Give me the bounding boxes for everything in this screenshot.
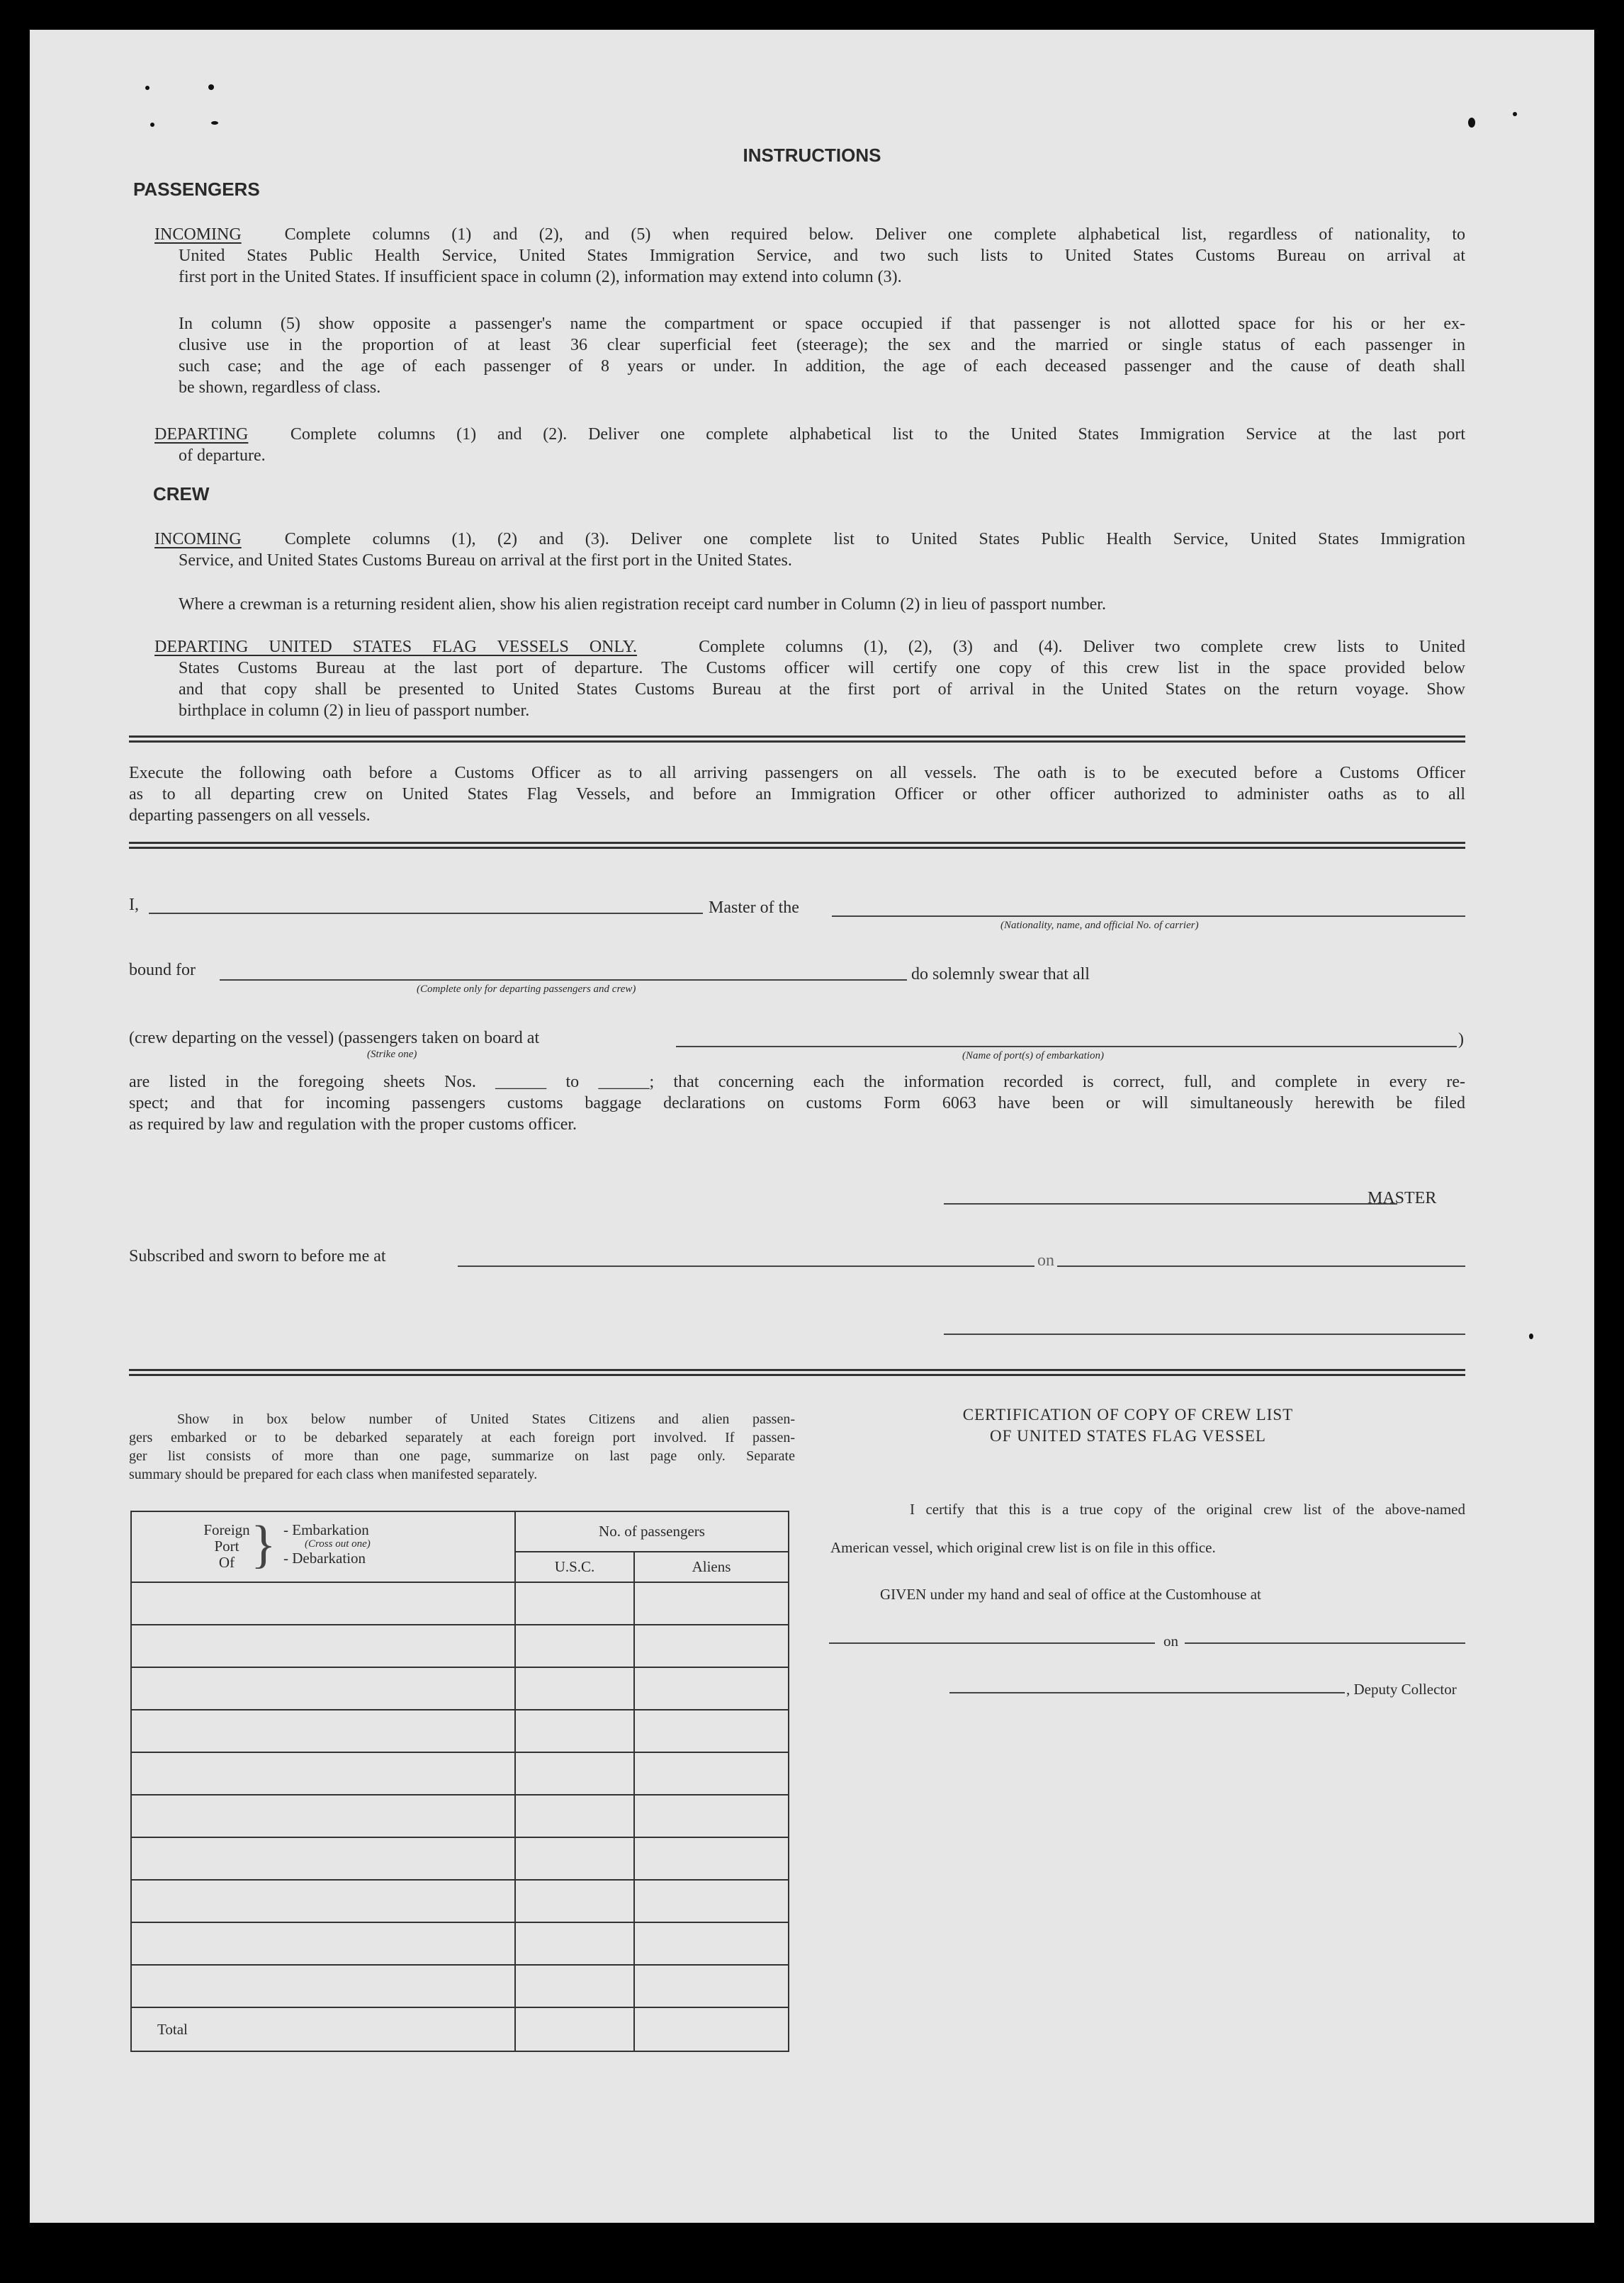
port-caption: (Name of port(s) of embarkation) <box>962 1050 1104 1061</box>
passengers-incoming-paragraph: INCOMING Complete columns (1) and (2), and (5) when required below. Deliver one complete alphabetical list, regardless of nationality, to United States Public Health Service, United States Immigration Service, and two such lists to United States Customs Bureau on arrival at first port in the United States. If insufficient space in column (2), information may extend into column (3). <box>154 225 1466 286</box>
on-label: on <box>1034 1250 1057 1271</box>
foreign-port-header: Foreign Port Of } - Embarkation (Cross out one) - Debarkation <box>131 1511 515 1582</box>
carrier-field[interactable] <box>832 915 1465 917</box>
cert-on-label: on <box>1163 1633 1178 1650</box>
master-of-the-label: Master of the <box>709 898 799 917</box>
crew-incoming-label: INCOMING <box>154 530 242 548</box>
total-row <box>131 2007 789 2051</box>
subscribed-label: Subscribed and sworn to before me at <box>129 1247 386 1265</box>
table-row <box>131 1582 789 1625</box>
embarkation-port-field[interactable] <box>676 1046 1457 1047</box>
table-row <box>131 1837 789 1880</box>
table-row <box>131 1795 789 1837</box>
bound-for-label: bound for <box>129 961 196 979</box>
bound-for-field[interactable] <box>220 979 907 981</box>
listed-paragraph: are listed in the foregoing sheets Nos. ______ to ______; that concerning each the information recorded is correct, full, and complete in every re- spect; and that for incoming passengers customs baggage declarations on customs Form 6063 have been or will simultaneously herewith be filed as required by law and regulation with the proper customs officer. <box>129 1073 1465 1134</box>
swear-text: do solemnly swear that all <box>911 965 1090 983</box>
speck <box>1529 1334 1533 1339</box>
document-page <box>30 30 1594 2223</box>
passengers-incoming-label: INCOMING <box>154 225 242 244</box>
section-divider <box>129 735 1465 743</box>
crew-departing-label: DEPARTING UNITED STATES FLAG VESSELS ONLY. <box>154 638 638 656</box>
brace-icon: } <box>251 1516 276 1574</box>
officer-signature-field[interactable] <box>944 1334 1465 1335</box>
section-divider <box>129 1369 1465 1376</box>
speck <box>150 123 154 127</box>
crew-incoming-paragraph: INCOMING Complete columns (1), (2) and (3). Deliver one complete list to United States Public Health Service, United States Immigration Service, and United States Customs Bureau on arrival at the first port in the United States. <box>154 530 1465 570</box>
cert-date-field[interactable] <box>1185 1642 1465 1644</box>
deputy-collector-label: , Deputy Collector <box>1346 1681 1457 1698</box>
master-label: MASTER <box>1368 1189 1437 1207</box>
speck <box>145 86 150 90</box>
table-row <box>131 1922 789 1965</box>
speck <box>211 121 218 125</box>
speck <box>1513 112 1517 116</box>
table-row <box>131 1625 789 1667</box>
column5-paragraph: In column (5) show opposite a passenger's name the compartment or space occupied if that passenger is not allotted space for his or her ex- clusive use in the proportion of at least 36 clear superficial feet (steerage); the sex and the married or single status of each passenger in such case; and the age of each passenger of 8 years or under. In addition, the age of each deceased passenger and the cause of death shall be shown, regardless of class. <box>179 315 1465 397</box>
customhouse-field[interactable] <box>829 1642 1155 1644</box>
summary-intro: Show in box below number of United States Citizens and alien passen- gers embarked or to be debarked separately at each foreign port involved. If passen- ger list consists of more than one page, summarize on last page only. Separate summary should be prepared for each class when manifested separately. <box>129 1411 795 1482</box>
certify-line-1: I certify that this is a true copy of the original crew list of the above-named <box>910 1501 1465 1518</box>
certify-line-2: American vessel, which original crew list is on file in this office. <box>830 1539 1216 1556</box>
crew-departing-paragraph: DEPARTING UNITED STATES FLAG VESSELS ONLY. Complete columns (1), (2), (3) and (4). Deliver two complete crew lists to United States Customs Bureau at the last port of departure. The Customs officer will certify one copy of this crew list in the space provided below and that copy shall be presented to United States Customs Bureau at the first port of arrival in the United States on the return voyage. Show birthplace in column (2) in lieu of passport number. <box>154 638 1466 720</box>
table-row <box>131 1965 789 2007</box>
carrier-caption: (Nationality, name, and official No. of carrier) <box>1000 920 1199 931</box>
deputy-collector-signature-field[interactable] <box>949 1692 1345 1693</box>
speck <box>1468 118 1475 128</box>
resident-alien-note: Where a crewman is a returning resident alien, show his alien registration receipt card number in Column (2) in lieu of passport number. <box>179 595 1106 614</box>
crew-departing-text: (crew departing on the vessel) (passengers taken on board at <box>129 1029 540 1047</box>
close-paren: ) <box>1458 1030 1464 1049</box>
total-label: Total <box>131 2007 515 2051</box>
oath-instructions: Execute the following oath before a Customs Officer as to all arriving passengers on all vessels. The oath is to be executed before a Customs Officer as to all departing crew on United States Flag Vessels, and before an Immigration Officer or other officer authorized to administer oaths as to all departing passengers on all vessels. <box>129 764 1465 825</box>
master-signature-field[interactable] <box>944 1203 1397 1205</box>
aliens-header: Aliens <box>634 1552 789 1582</box>
usc-header: U.S.C. <box>515 1552 634 1582</box>
page-title: INSTRUCTIONS <box>743 145 881 166</box>
master-name-field[interactable] <box>149 913 703 914</box>
sworn-place-date-field[interactable] <box>458 1265 1465 1267</box>
table-row <box>131 1752 789 1795</box>
passengers-departing-label: DEPARTING <box>154 425 249 444</box>
crew-heading: CREW <box>153 483 210 504</box>
bound-caption: (Complete only for departing passengers and crew) <box>417 983 636 995</box>
table-row <box>131 1880 789 1922</box>
no-passengers-header: No. of passengers <box>515 1511 789 1552</box>
section-divider <box>129 842 1465 849</box>
table-row <box>131 1710 789 1752</box>
passengers-heading: PASSENGERS <box>133 179 260 200</box>
certification-title: CERTIFICATION OF COPY OF CREW LIST OF UNITED STATES FLAG VESSEL <box>962 1406 1294 1445</box>
given-line: GIVEN under my hand and seal of office at the Customhouse at <box>880 1586 1261 1603</box>
speck <box>208 84 214 90</box>
oath-i: I, <box>129 896 139 914</box>
strike-one-caption: (Strike one) <box>367 1049 417 1060</box>
passengers-departing-paragraph: DEPARTING Complete columns (1) and (2). Deliver one complete alphabetical list to the United States Immigration Service at the last port of departure. <box>154 425 1466 465</box>
table-row <box>131 1667 789 1710</box>
passenger-summary-table <box>130 1511 789 2052</box>
